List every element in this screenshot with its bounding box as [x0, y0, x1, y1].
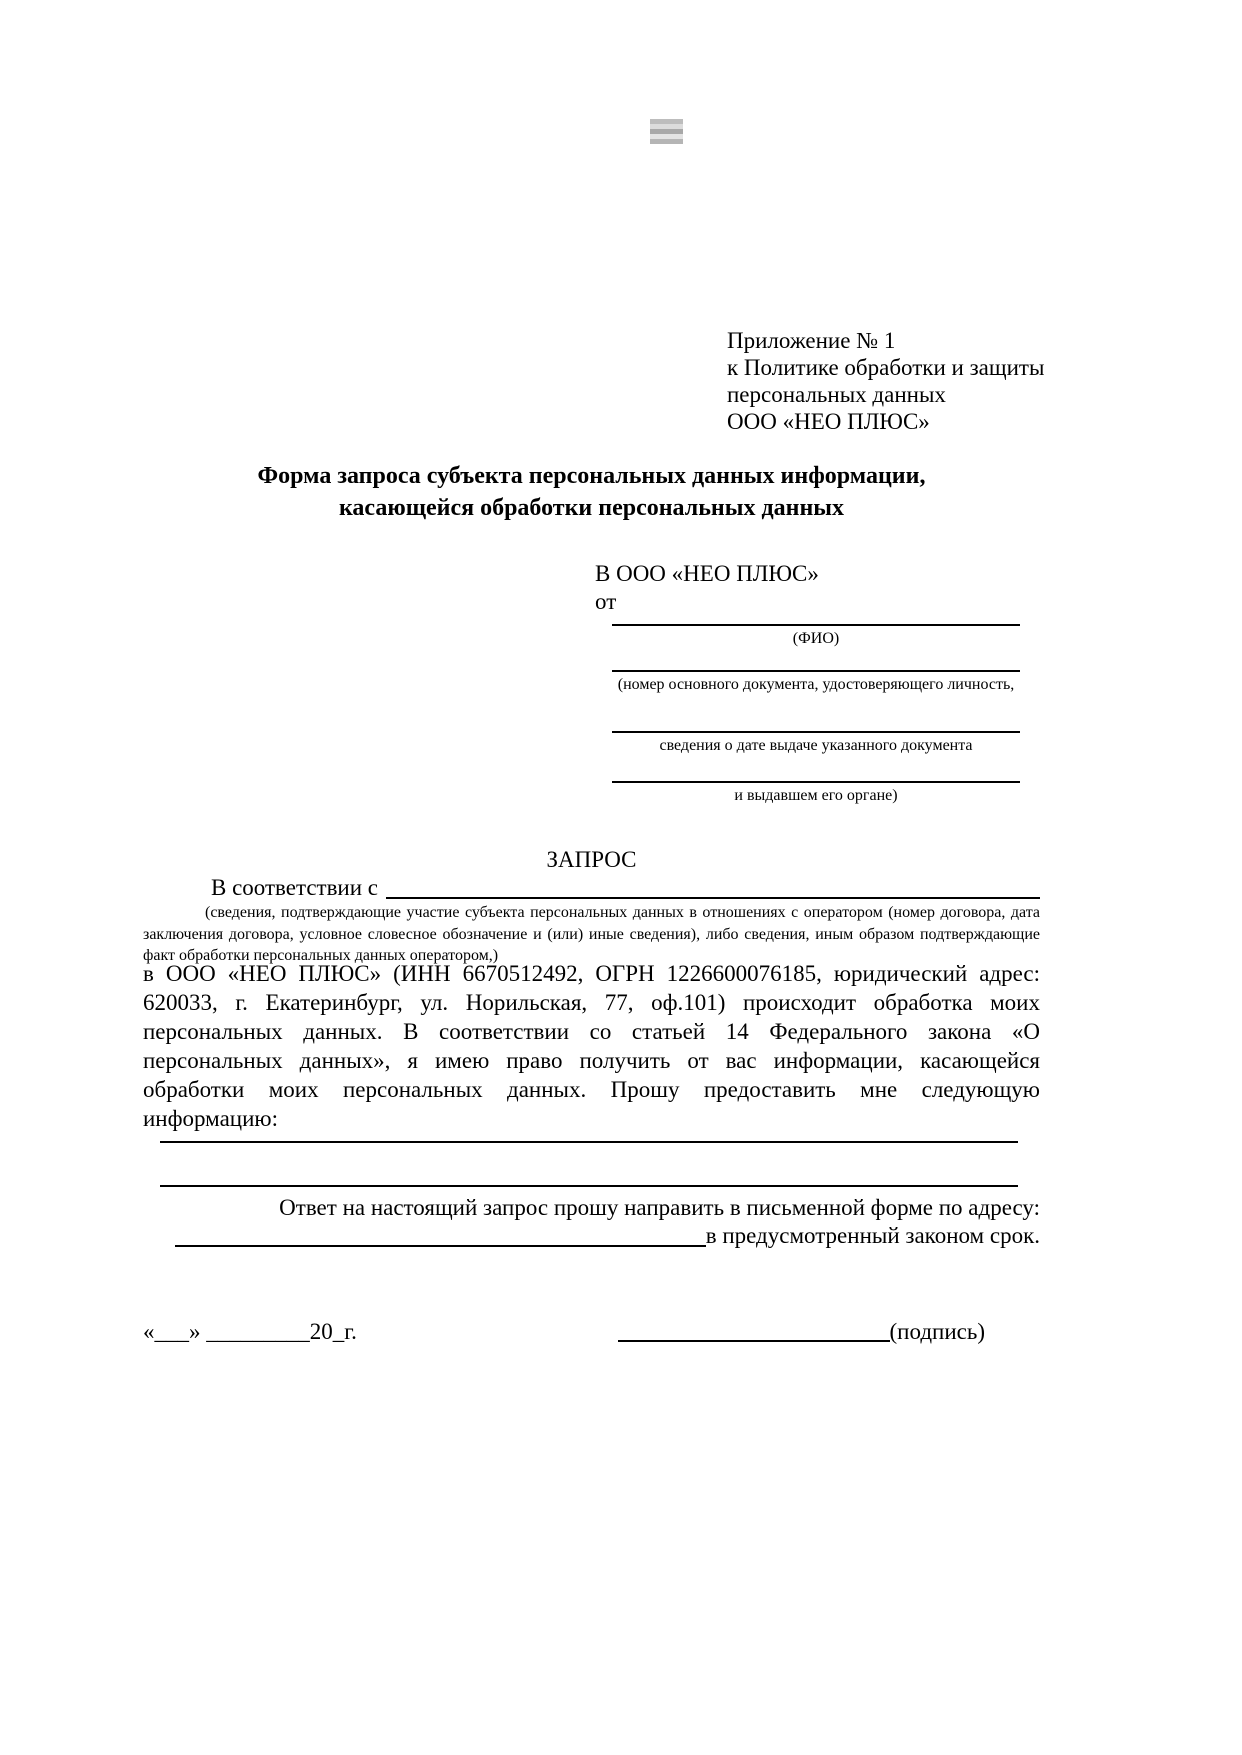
- appendix-line: ООО «НЕО ПЛЮС»: [727, 409, 930, 434]
- request-body-paragraph: в ООО «НЕО ПЛЮС» (ИНН 6670512492, ОГРН 1226600076185, юридический адрес: 620033, г. Екатеринбург, ул. Норильская, 77, оф.101) происходит обработка моих персональных данных. В соответствии со статьей 14 Федерального закона «О персональных данных», я имею право получить от вас информации, касающейся обработки моих персональных данных. Прошу предоставить мне следующую информацию:: [143, 961, 1040, 1131]
- issuing-authority-input-line: [612, 755, 1020, 783]
- reply-request-text: Ответ на настоящий запрос прошу направить в письменной форме по адресу:: [279, 1195, 1040, 1220]
- signature-group: [618, 1318, 985, 1346]
- document-title-line: Форма запроса субъекта персональных данных информации,: [257, 463, 926, 489]
- appendix-block: [727, 327, 1044, 435]
- document-number-input-line: [612, 648, 1020, 672]
- date-line: «___» _________20_г.: [143, 1319, 357, 1344]
- fio-field: [612, 616, 1020, 648]
- document-logo-image: [650, 119, 683, 144]
- footer-row: [143, 1318, 1040, 1346]
- appendix-line: Приложение № 1: [727, 328, 896, 353]
- document-issue-date-field: [612, 694, 1020, 755]
- addressee-block: [595, 560, 1020, 805]
- appendix-line: к Политике обработки и защиты: [727, 355, 1045, 380]
- addressee-to: В ООО «НЕО ПЛЮС»: [595, 561, 819, 586]
- document-issue-date-caption: сведения о дате выдаче указанного документа: [659, 737, 973, 754]
- fio-input-line: [612, 616, 1020, 626]
- requested-information-input-line: [160, 1141, 1018, 1143]
- addressee-from-label: от: [595, 589, 617, 614]
- fio-caption: (ФИО): [792, 630, 840, 647]
- document-title: [143, 460, 1040, 524]
- reply-tail-text: в предусмотренный законом срок.: [705, 1223, 1040, 1248]
- request-opening-text: В соответствии с: [211, 875, 379, 900]
- appendix-line: персональных данных: [727, 382, 946, 407]
- document-number-field: [612, 648, 1020, 694]
- signature-caption: (подпись): [889, 1319, 985, 1344]
- request-opening-row: [143, 874, 1040, 902]
- document-title-line: касающейся обработки персональных данных: [338, 495, 845, 521]
- relationship-proof-input-line: [386, 874, 1040, 899]
- reply-address-input-line: [175, 1222, 706, 1247]
- issuing-authority-field: [612, 755, 1020, 805]
- reply-address-row: [143, 1222, 1040, 1250]
- issuing-authority-caption: и выдавшем его органе): [734, 787, 898, 804]
- document-number-caption: (номер основного документа, удостоверяющего личность,: [617, 676, 1015, 693]
- request-heading: ЗАПРОС: [546, 847, 637, 872]
- relationship-proof-note: (сведения, подтверждающие участие субъекта персональных данных в отношениях с оператором (номер договора, дата заключения договора, условное словесное обозначение и (или) иные сведения), либо сведения, иным образом подтверждающие факт обработки персональных данных оператором,): [143, 904, 1040, 964]
- requested-information-input-line: [160, 1185, 1018, 1187]
- signature-input-line: [618, 1318, 890, 1342]
- document-issue-date-input-line: [612, 694, 1020, 733]
